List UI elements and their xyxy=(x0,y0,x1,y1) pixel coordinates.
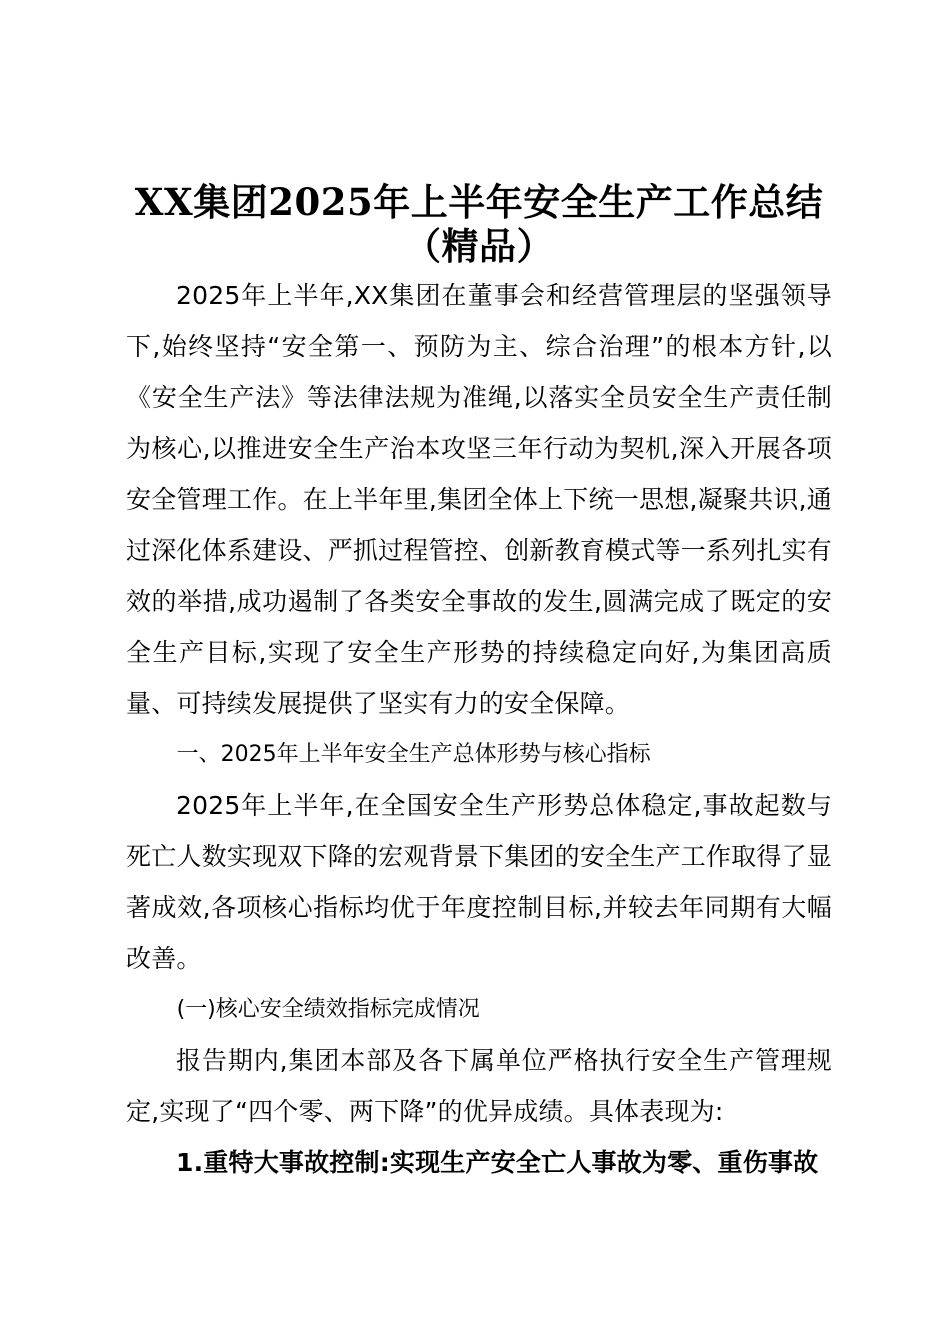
section-1-paragraph: 2025年上半年,在全国安全生产形势总体稳定,事故起数与死亡人数实现双下降的宏观背景下集团的安全生产工作取得了显著成效,各项核心指标均优于年度控制目标,并较去年同期有大幅改善。 xyxy=(126,791,832,973)
subsection-1-heading: (一)核心安全绩效指标完成情况 xyxy=(176,997,480,1022)
subsection-1-paragraph: 报告期内,集团本部及各下属单位严格执行安全生产管理规定,实现了“四个零、两下降”的优异成绩。具体表现为: xyxy=(126,1046,832,1126)
document-title: XX集团2025年上半年安全生产工作总结（精品） xyxy=(134,180,824,268)
document-page xyxy=(126,180,832,1188)
item-1-paragraph: 1.重特大事故控制:实现生产安全亡人事故为零、重伤事故 xyxy=(176,1148,819,1177)
intro-paragraph: 2025年上半年,XX集团在董事会和经营管理层的坚强领导下,始终坚持“安全第一、预防为主、综合治理”的根本方针,以《安全生产法》等法律法规为准绳,以落实全员安全生产责任制为核心,以推进安全生产治本攻坚三年行动为契机,深入开展各项安全管理工作。在上半年里,集团全体上下统一思想,凝聚共识,通过深化体系建设、严抓过程管控、创新教育模式等一系列扎实有效的举措,成功遏制了各类安全事故的发生,圆满完成了既定的安全生产目标,实现了安全生产形势的持续稳定向好,为集团高质量、可持续发展提供了坚实有力的安全保障。 xyxy=(126,281,832,718)
section-1-heading: 一、2025年上半年安全生产总体形势与核心指标 xyxy=(176,742,651,767)
